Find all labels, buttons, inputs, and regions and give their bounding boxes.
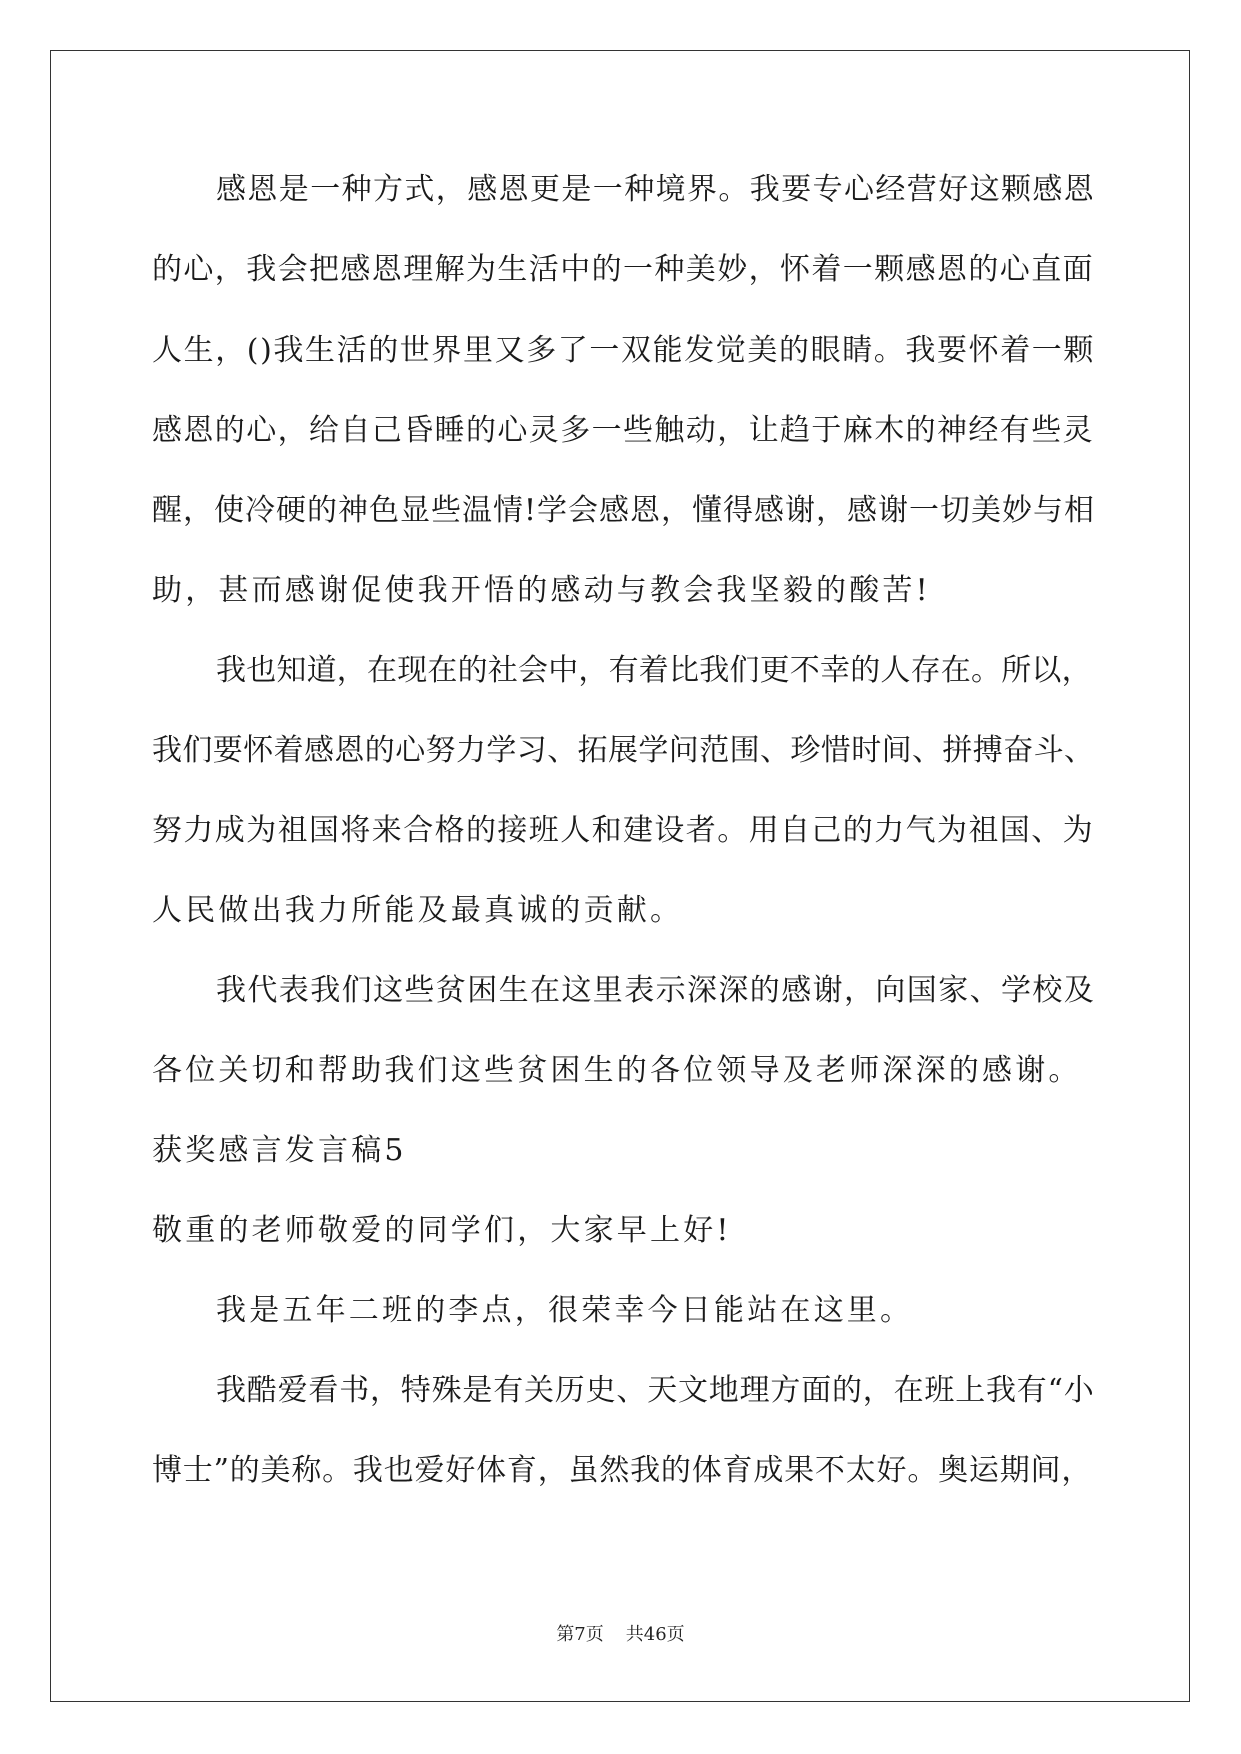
page-number: 第7页 <box>556 1624 604 1645</box>
salutation-line: 敬重的老师敬爱的同学们，大家早上好! <box>152 1213 732 1248</box>
paragraph-line: 我酷爱看书，特殊是有关历史、天文地理方面的，在班上我有“小 <box>216 1373 1095 1408</box>
paragraph-line: 我们要怀着感恩的心努力学习、拓展学问范围、珍惜时间、拼搏奋斗、 <box>152 733 1095 768</box>
paragraph-line: 各位关切和帮助我们这些贫困生的各位领导及老师深深的感谢。 <box>152 1053 1082 1088</box>
page-footer <box>0 1623 1241 1647</box>
paragraph-line: 我是五年二班的李点，很荣幸今日能站在这里。 <box>216 1293 914 1328</box>
paragraph-line: 醒，使冷硬的神色显些温情!学会感恩，懂得感谢，感谢一切美妙与相 <box>152 493 1096 528</box>
paragraph-line: 人生，()我生活的世界里又多了一双能发觉美的眼睛。我要怀着一颗 <box>152 333 1096 368</box>
paragraph-line: 感恩的心，给自己昏睡的心灵多一些触动，让趋于麻木的神经有些灵 <box>152 413 1094 448</box>
paragraph-line: 我也知道，在现在的社会中，有着比我们更不幸的人存在。所以， <box>216 653 1092 688</box>
paragraph-line: 感恩是一种方式，感恩更是一种境界。我要专心经营好这颗感恩 <box>216 172 1096 207</box>
paragraph-line: 的心，我会把感恩理解为生活中的一种美妙，怀着一颗感恩的心直面 <box>152 252 1094 287</box>
paragraph-line: 努力成为祖国将来合格的接班人和建设者。用自己的力气为祖国、为 <box>152 813 1094 848</box>
page-total: 共46页 <box>625 1624 685 1645</box>
paragraph-line: 助，甚而感谢促使我开悟的感动与教会我坚毅的酸苦! <box>152 573 931 608</box>
paragraph-line: 博士”的美称。我也爱好体育，虽然我的体育成果不太好。奥运期间， <box>152 1453 1093 1488</box>
paragraph-line: 人民做出我力所能及最真诚的贡献。 <box>152 893 684 928</box>
section-heading: 获奖感言发言稿5 <box>152 1133 407 1168</box>
paragraph-line: 我代表我们这些贫困生在这里表示深深的感谢，向国家、学校及 <box>216 973 1096 1008</box>
